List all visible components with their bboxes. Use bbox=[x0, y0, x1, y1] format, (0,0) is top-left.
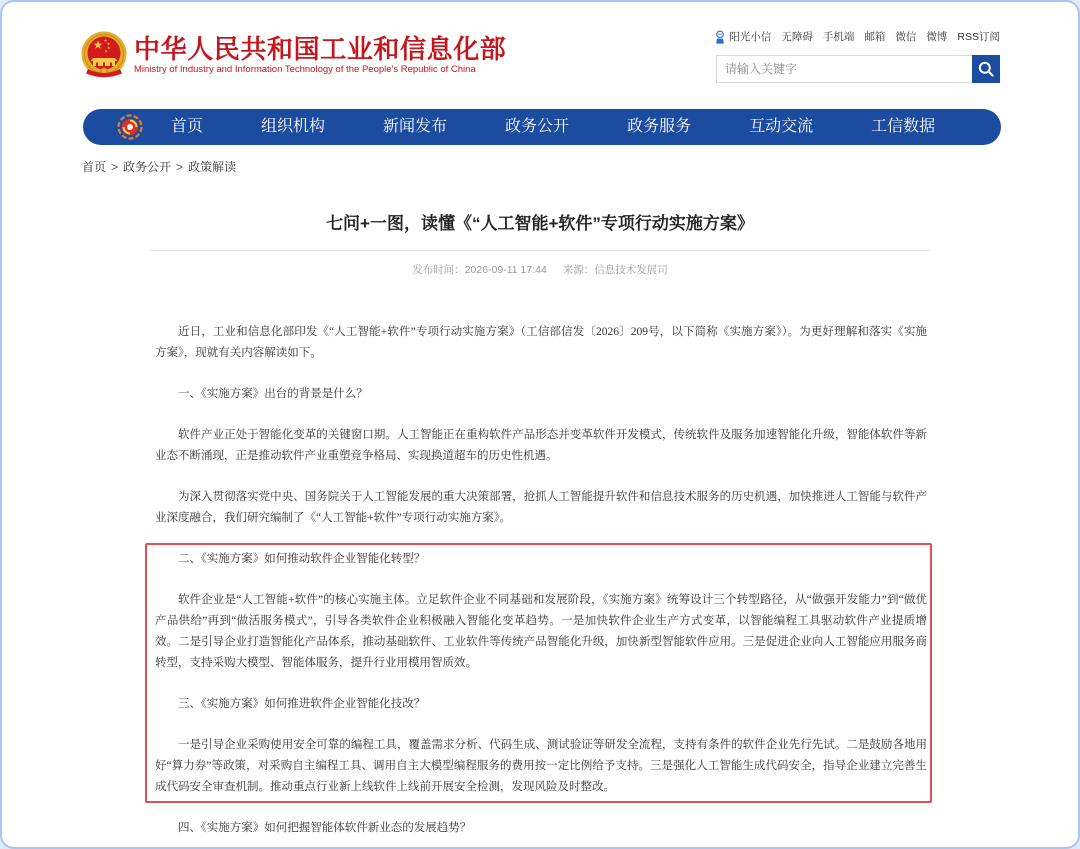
source-value: 信息技术发展司 bbox=[594, 264, 668, 276]
section-heading: 一、《实施方案》出台的背景是什么？ bbox=[178, 388, 368, 400]
source-info bbox=[563, 264, 668, 276]
breadcrumb-policy-interpretation[interactable]: 政策解读 bbox=[188, 160, 237, 174]
article-paragraph: 软件产业正处于智能化变革的关键窗口期。人工智能正在重构软件产品形态并变革软件开发模式，传统软件及服务加速智能化升级，智能体软件等新业态不断涌现，正是推动软件产业重塑竞争格局、实现换道超车的历史性机遇。 bbox=[155, 429, 927, 462]
section-heading: 三、《实施方案》如何推进软件企业智能化技改？ bbox=[178, 698, 426, 710]
top-link-rss[interactable]: RSS订阅 bbox=[957, 31, 1000, 43]
article-title: 七问+一图，读懂《“人工智能+软件”专项行动实施方案》 bbox=[326, 214, 754, 233]
nav-items bbox=[171, 109, 935, 145]
top-link-weibo[interactable]: 微博 bbox=[926, 31, 948, 43]
miit-logo-icon bbox=[117, 114, 143, 140]
title-divider bbox=[150, 250, 930, 251]
top-link-wechat[interactable]: 微信 bbox=[895, 31, 917, 43]
article-paragraph: 为深入贯彻落实党中央、国务院关于人工智能发展的重大决策部署，抢抓人工智能提升软件和信息技术服务的历史机遇，加快推进人工智能与软件产业深度融合，我们研究编制了《“人工智能+软件”专项行动实施方案》。 bbox=[155, 491, 927, 524]
site-subtitle: Ministry of Industry and Information Technology of the People's Republic of China bbox=[134, 64, 476, 75]
breadcrumb-separator: > bbox=[111, 160, 119, 174]
article-meta bbox=[150, 262, 930, 278]
breadcrumb bbox=[82, 159, 236, 175]
nav-item-organization[interactable]: 组织机构 bbox=[261, 118, 326, 135]
site-title: 中华人民共和国工业和信息化部 bbox=[134, 34, 507, 64]
search-input[interactable] bbox=[716, 55, 972, 83]
section-heading: 二、《实施方案》如何推动软件企业智能化转型？ bbox=[178, 553, 426, 565]
mascot-icon bbox=[715, 30, 725, 44]
nav-item-services[interactable]: 政务服务 bbox=[627, 118, 692, 135]
publish-info bbox=[412, 264, 547, 276]
search-button[interactable] bbox=[972, 55, 1000, 83]
top-link-sunshine-xiaoxin[interactable] bbox=[715, 29, 771, 45]
top-link-label: 阳光小信 bbox=[729, 31, 772, 43]
highlight-box bbox=[145, 543, 932, 803]
nav-item-interaction[interactable]: 互动交流 bbox=[749, 118, 814, 135]
site-logo[interactable] bbox=[80, 30, 520, 82]
nav-item-home[interactable]: 首页 bbox=[171, 118, 204, 135]
breadcrumb-government-affairs[interactable]: 政务公开 bbox=[123, 160, 172, 174]
top-link-mail[interactable]: 邮箱 bbox=[864, 31, 886, 43]
breadcrumb-separator: > bbox=[176, 160, 184, 174]
source-label: 来源： bbox=[562, 264, 595, 276]
article-paragraph: 近日，工业和信息化部印发《“人工智能+软件”专项行动实施方案》（工信部信发〔2026〕209号，以下简称《实施方案》）。为更好理解和落实《实施方案》，现就有关内容解读如下。 bbox=[155, 326, 927, 359]
top-link-mobile[interactable]: 手机端 bbox=[822, 31, 855, 43]
nav-item-data[interactable]: 工信数据 bbox=[871, 118, 936, 135]
nav-item-news[interactable]: 新闻发布 bbox=[383, 118, 448, 135]
article-paragraph: 软件企业是“人工智能+软件”的核心实施主体。立足软件企业不同基础和发展阶段，《实施方案》统筹设计三个转型路径，从“做强开发能力”到“做优产品供给”再到“做活服务模式”，引导各类软件企业积极融入智能化变革趋势。一是加快软件企业生产方式变革，以智能编程工具驱动软件产业提质增效。二是引导企业打造智能化产品体系，推动基础软件、工业软件等传统产品智能化升级，加快新型智能软件应用。三是促进企业向人工智能应用服务商转型，支持采购大模型、智能体服务，提升行业用模用智质效。 bbox=[155, 594, 927, 669]
publish-time: 2026-09-11 17:44 bbox=[464, 264, 547, 276]
article-body bbox=[155, 322, 927, 849]
utility-links bbox=[715, 29, 1000, 45]
search-bar bbox=[716, 55, 1000, 83]
breadcrumb-home[interactable]: 首页 bbox=[82, 160, 107, 174]
top-link-accessibility[interactable]: 无障碍 bbox=[781, 31, 813, 43]
article-paragraph: 一是引导企业采购使用安全可靠的编程工具，覆盖需求分析、代码生成、测试验证等研发全流程，支持有条件的软件企业先行先试。二是鼓励各地用好“算力券”等政策，对采购自主编程工具、调用自主大模型编程服务的费用按一定比例给予支持。三是强化人工智能生成代码安全，指导企业建立完善生成代码安全审查机制。推动重点行业新上线软件上线前开展安全检测，发现风险及时整改。 bbox=[155, 739, 927, 793]
main-nav bbox=[83, 109, 1001, 145]
national-emblem-icon bbox=[80, 31, 128, 79]
section-heading: 四、《实施方案》如何把握智能体软件新业态的发展趋势？ bbox=[178, 822, 472, 834]
search-icon bbox=[978, 61, 994, 77]
nav-item-government-affairs[interactable]: 政务公开 bbox=[505, 118, 570, 135]
publish-label: 发布时间： bbox=[412, 264, 465, 276]
